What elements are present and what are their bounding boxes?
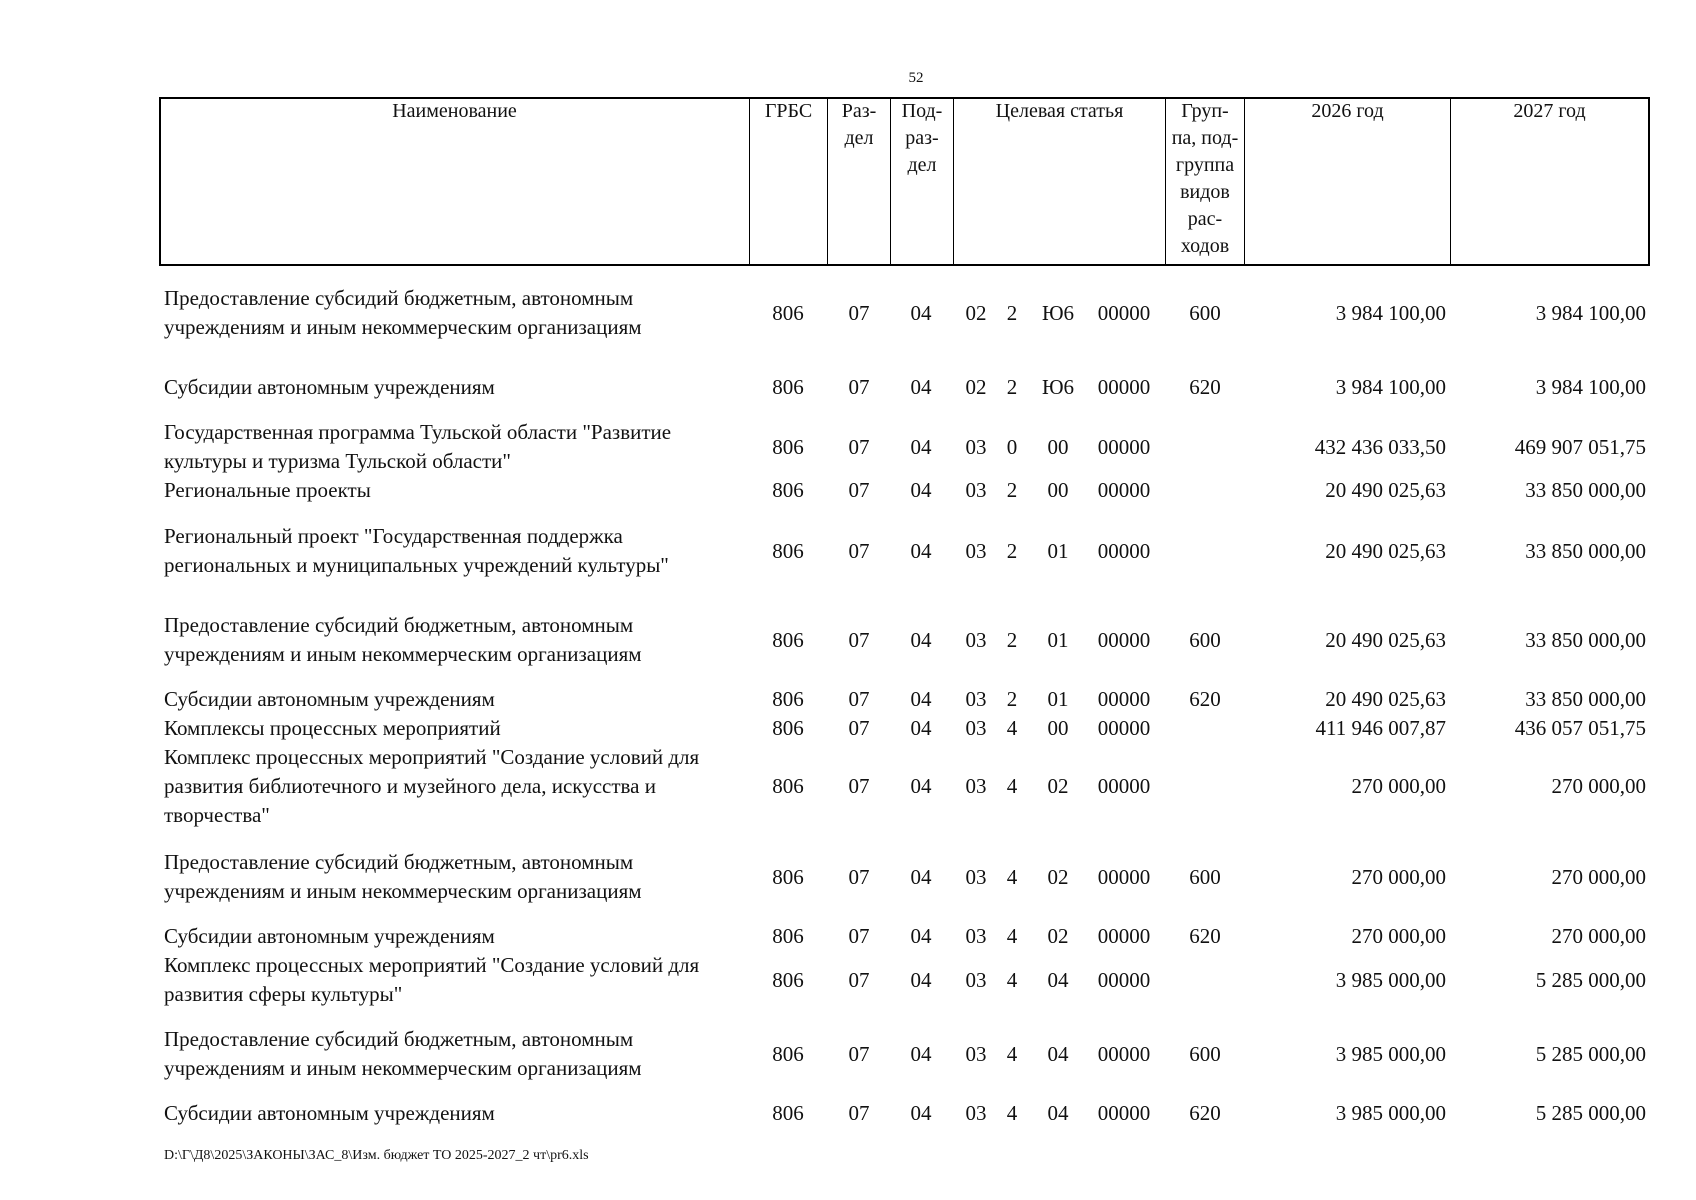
table-row [0,714,1696,743]
cell-t4: 00000 [1097,434,1151,459]
cell-pr: 04 [910,924,932,948]
cell-t2: 4 [1006,924,1018,948]
cell-grbs: 806 [772,1041,804,1066]
cell-t4: 00000 [1097,774,1151,798]
cell-y2027: 5 285 000,00 [1535,1101,1646,1125]
cell-vr: 600 [1189,1041,1221,1066]
table-row [0,1025,1696,1083]
header-target: Целевая статья [995,100,1124,122]
cell-t4: 00000 [1097,716,1151,740]
table-row [0,848,1696,906]
row-name: Региональные проекты [164,478,371,502]
cell-t2: 4 [1006,1101,1018,1125]
cell-pr: 04 [910,687,932,711]
cell-rz: 07 [848,967,870,992]
cell-t4: 00000 [1097,1041,1151,1066]
cell-rz: 07 [848,300,870,325]
header-2027: 2027 год [1513,100,1586,122]
cell-y2027: 5 285 000,00 [1535,1041,1646,1066]
cell-t3: 01 [1047,538,1069,563]
cell-t2: 4 [1006,774,1018,798]
row-name: Предоставление субсидий бюджетным, автономным учреждениям и иным некоммерческим организациям [164,850,642,903]
cell-rz: 07 [848,924,870,948]
cell-y2026: 20 490 025,63 [1325,478,1446,502]
cell-y2026: 3 985 000,00 [1335,967,1446,992]
cell-t2: 2 [1006,627,1018,652]
cell-t1: 03 [965,478,987,502]
cell-t3: 02 [1047,774,1069,798]
cell-t1: 03 [965,538,987,563]
cell-t3: 01 [1047,627,1069,652]
cell-t3: 00 [1047,434,1069,459]
cell-t3: 01 [1047,687,1069,711]
table-row [0,685,1696,714]
cell-t4: 00000 [1097,924,1151,948]
cell-t1: 03 [965,924,987,948]
table-row [0,922,1696,951]
cell-t3: Ю6 [1041,300,1075,325]
cell-grbs: 806 [772,774,804,798]
cell-y2027: 5 285 000,00 [1535,967,1646,992]
cell-y2026: 270 000,00 [1351,774,1446,798]
cell-t2: 2 [1006,375,1018,399]
cell-rz: 07 [848,687,870,711]
row-name: Предоставление субсидий бюджетным, автономным учреждениям и иным некоммерческим организациям [164,1027,642,1080]
cell-pr: 04 [910,967,932,992]
cell-y2026: 3 984 100,00 [1335,375,1446,399]
cell-grbs: 806 [772,687,804,711]
cell-t1: 03 [965,967,987,992]
cell-vr: 600 [1189,864,1221,889]
cell-t2: 4 [1006,864,1018,889]
table-row [0,476,1696,505]
cell-vr: 600 [1189,627,1221,652]
cell-t2: 4 [1006,1041,1018,1066]
cell-y2026: 3 985 000,00 [1335,1041,1446,1066]
table-row [0,611,1696,669]
cell-pr: 04 [910,627,932,652]
table-row [0,1099,1696,1128]
header-grbs: ГРБС [764,100,813,122]
cell-grbs: 806 [772,478,804,502]
cell-y2027: 270 000,00 [1551,774,1646,798]
cell-grbs: 806 [772,538,804,563]
table-row [0,418,1696,476]
header-2026: 2026 год [1311,100,1384,122]
row-name: Предоставление субсидий бюджетным, автономным учреждениям и иным некоммерческим организациям [164,286,642,339]
cell-rz: 07 [848,1041,870,1066]
cell-grbs: 806 [772,967,804,992]
row-name: Комплекс процессных мероприятий "Создание условий для развития сферы культуры" [164,953,700,1006]
cell-y2026: 270 000,00 [1351,924,1446,948]
cell-t3: 02 [1047,864,1069,889]
cell-t4: 00000 [1097,375,1151,399]
cell-pr: 04 [910,434,932,459]
cell-y2027: 270 000,00 [1551,924,1646,948]
cell-pr: 04 [910,774,932,798]
cell-pr: 04 [910,864,932,889]
page-number: 52 [908,70,924,86]
cell-t2: 2 [1006,478,1018,502]
cell-vr: 620 [1189,687,1221,711]
cell-t4: 00000 [1097,300,1151,325]
table-row [0,951,1696,1009]
cell-pr: 04 [910,478,932,502]
cell-rz: 07 [848,716,870,740]
cell-y2027: 270 000,00 [1551,864,1646,889]
cell-t1: 02 [965,375,987,399]
cell-t2: 4 [1006,967,1018,992]
cell-t2: 2 [1006,687,1018,711]
table-row [0,522,1696,580]
row-name: Субсидии автономным учреждениям [164,687,495,711]
cell-grbs: 806 [772,627,804,652]
cell-t1: 02 [965,300,987,325]
cell-y2027: 33 850 000,00 [1525,538,1646,563]
cell-y2026: 20 490 025,63 [1325,627,1446,652]
cell-t3: 04 [1047,967,1069,992]
cell-t2: 0 [1006,434,1018,459]
cell-rz: 07 [848,478,870,502]
cell-y2027: 33 850 000,00 [1525,627,1646,652]
cell-t3: 04 [1047,1041,1069,1066]
cell-t1: 03 [965,687,987,711]
cell-y2026: 20 490 025,63 [1325,687,1446,711]
cell-t1: 03 [965,716,987,740]
cell-t4: 00000 [1097,478,1151,502]
cell-t2: 4 [1006,716,1018,740]
cell-grbs: 806 [772,864,804,889]
cell-grbs: 806 [772,924,804,948]
cell-y2027: 469 907 051,75 [1514,434,1646,459]
header-razdel: Раз- дел [841,100,877,149]
cell-t4: 00000 [1097,967,1151,992]
cell-t3: 00 [1047,716,1069,740]
header-podrazdel: Под- раз- дел [901,100,943,176]
cell-y2026: 432 436 033,50 [1314,434,1446,459]
cell-t2: 2 [1006,538,1018,563]
cell-vr: 620 [1189,1101,1221,1125]
row-name: Государственная программа Тульской области "Развитие культуры и туризма Тульской области" [164,420,672,473]
cell-y2027: 436 057 051,75 [1514,716,1646,740]
cell-y2027: 3 984 100,00 [1535,300,1646,325]
cell-rz: 07 [848,627,870,652]
cell-pr: 04 [910,300,932,325]
cell-y2027: 33 850 000,00 [1525,687,1646,711]
cell-y2026: 270 000,00 [1351,864,1446,889]
cell-t4: 00000 [1097,538,1151,563]
cell-t4: 00000 [1097,687,1151,711]
cell-rz: 07 [848,774,870,798]
cell-y2026: 411 946 007,87 [1315,716,1446,740]
cell-grbs: 806 [772,300,804,325]
file-path: D:\Г\Д8\2025\ЗАКОНЫ\ЗАС_8\Изм. бюджет ТО 2025-2027_2 чт\pr6.xls [164,1148,589,1163]
cell-t3: 04 [1047,1101,1069,1125]
row-name: Комплекс процессных мероприятий "Создание условий для развития библиотечного и музейного дела, искусства и творчества" [164,745,700,827]
cell-rz: 07 [848,864,870,889]
cell-grbs: 806 [772,375,804,399]
cell-pr: 04 [910,1101,932,1125]
header-expense-group: Груп- па, под- группа видов рас- ходов [1171,100,1239,257]
cell-pr: 04 [910,375,932,399]
cell-y2026: 20 490 025,63 [1325,538,1446,563]
cell-t4: 00000 [1097,1101,1151,1125]
header-name: Наименование [392,100,517,122]
row-name: Субсидии автономным учреждениям [164,1101,495,1125]
cell-t4: 00000 [1097,864,1151,889]
cell-pr: 04 [910,538,932,563]
cell-y2027: 33 850 000,00 [1525,478,1646,502]
cell-rz: 07 [848,538,870,563]
table-row [0,743,1696,830]
cell-t3: Ю6 [1041,375,1075,399]
cell-t1: 03 [965,434,987,459]
row-name: Субсидии автономным учреждениям [164,924,495,948]
cell-t1: 03 [965,1041,987,1066]
cell-vr: 620 [1189,924,1221,948]
cell-t1: 03 [965,774,987,798]
cell-pr: 04 [910,1041,932,1066]
cell-grbs: 806 [772,716,804,740]
cell-rz: 07 [848,375,870,399]
cell-rz: 07 [848,434,870,459]
cell-t3: 00 [1047,478,1069,502]
cell-t1: 03 [965,1101,987,1125]
cell-vr: 620 [1189,375,1221,399]
cell-t1: 03 [965,864,987,889]
cell-t2: 2 [1006,300,1018,325]
row-name: Региональный проект "Государственная поддержка региональных и муниципальных учреждений культуры" [164,524,669,577]
cell-t4: 00000 [1097,627,1151,652]
table-row [0,284,1696,342]
cell-pr: 04 [910,716,932,740]
cell-t1: 03 [965,627,987,652]
cell-vr: 600 [1189,300,1221,325]
cell-y2027: 3 984 100,00 [1535,375,1646,399]
row-name: Комплексы процессных мероприятий [164,716,501,740]
cell-grbs: 806 [772,434,804,459]
cell-y2026: 3 985 000,00 [1335,1101,1446,1125]
cell-rz: 07 [848,1101,870,1125]
row-name: Субсидии автономным учреждениям [164,375,495,399]
row-name: Предоставление субсидий бюджетным, автономным учреждениям и иным некоммерческим организациям [164,613,642,666]
cell-t3: 02 [1047,924,1069,948]
cell-y2026: 3 984 100,00 [1335,300,1446,325]
cell-grbs: 806 [772,1101,804,1125]
table-row [0,373,1696,402]
